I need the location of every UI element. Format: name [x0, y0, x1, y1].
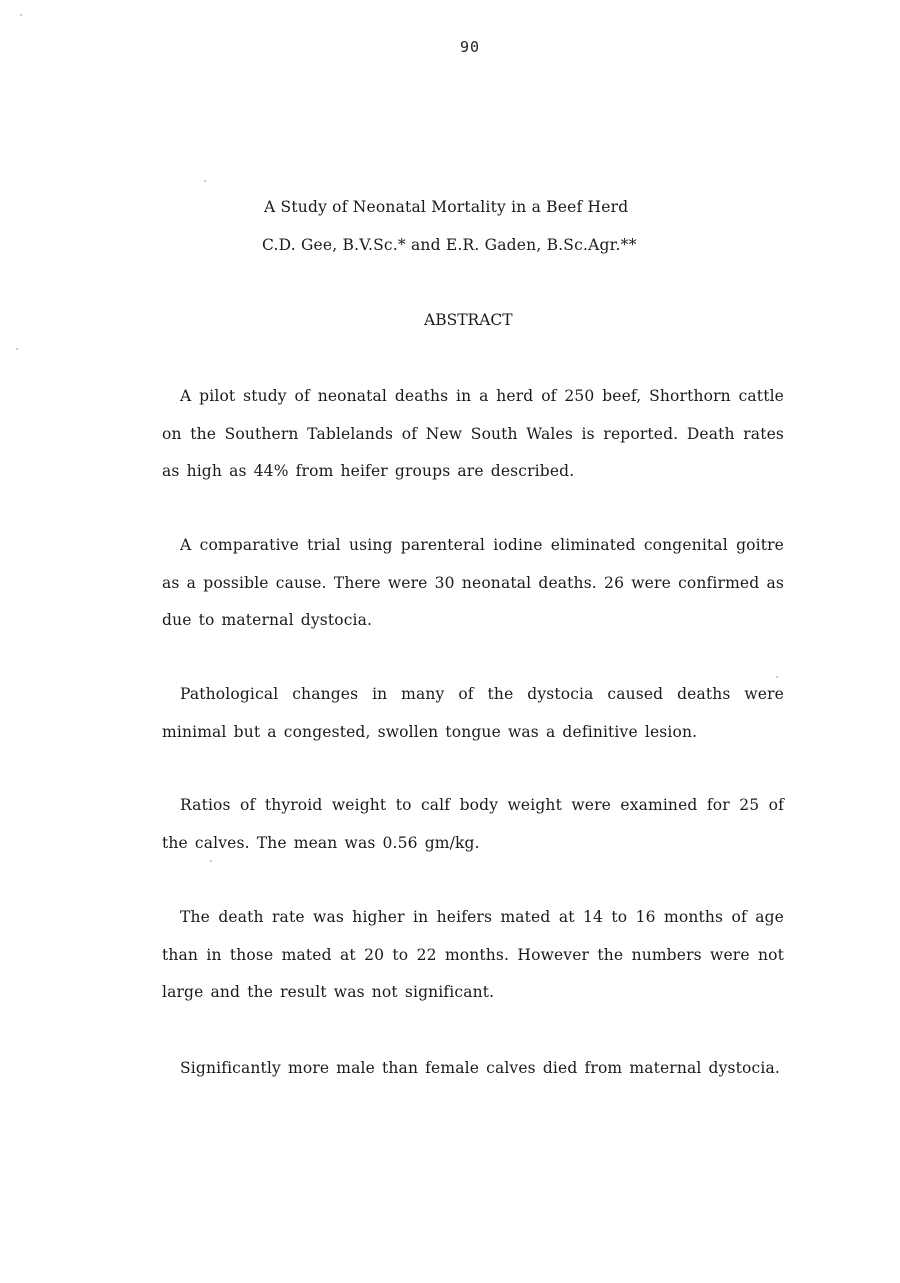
paragraph-text: The death rate was higher in heifers mated at 14 to 16 months of age than in those mated at 20 to 22 months. However the numbers were not large and the result was not significant.	[162, 908, 784, 1001]
abstract-heading: ABSTRACT	[424, 311, 513, 329]
paper-title: A Study of Neonatal Mortality in a Beef Herd	[264, 198, 629, 216]
scan-speck	[20, 14, 22, 16]
abstract-paragraph	[162, 527, 784, 640]
abstract-paragraph	[162, 378, 784, 491]
author-line: C.D. Gee, B.V.Sc.* and E.R. Gaden, B.Sc.Agr.**	[262, 236, 637, 254]
scan-speck	[204, 180, 206, 182]
scan-speck	[16, 348, 18, 350]
paragraph-text: A comparative trial using parenteral iodine eliminated congenital goitre as a possible cause. There were 30 neonatal deaths. 26 were confirmed as due to maternal dystocia.	[162, 536, 784, 629]
abstract-paragraph	[162, 787, 784, 862]
abstract-paragraph	[162, 676, 784, 751]
paragraph-text: Pathological changes in many of the dystocia caused deaths were minimal but a congested, swollen tongue was a definitive lesion.	[162, 685, 784, 741]
paragraph-text: Ratios of thyroid weight to calf body weight were examined for 25 of the calves. The mean was 0.56 gm/kg.	[162, 796, 784, 852]
abstract-paragraph	[162, 899, 784, 1012]
scan-speck	[210, 860, 212, 862]
paragraph-text: Significantly more male than female calves died from maternal dystocia.	[180, 1059, 780, 1077]
paragraph-text: A pilot study of neonatal deaths in a herd of 250 beef, Shorthorn cattle on the Southern Tablelands of New South Wales is reported. Death rates as high as 44% from heifer groups are described.	[162, 387, 784, 480]
abstract-paragraph	[162, 1050, 784, 1088]
page-number: 90	[459, 38, 481, 56]
scan-speck	[776, 676, 778, 678]
